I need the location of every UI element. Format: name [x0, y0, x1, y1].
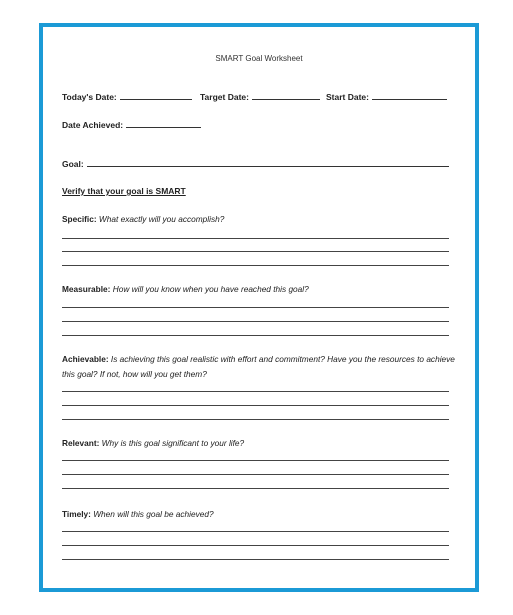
- specific-label: Specific: [62, 214, 94, 224]
- achievable-label: Achievable: [62, 354, 106, 364]
- measurable-answer-line[interactable]: [62, 335, 449, 336]
- timely-question: When will this goal be achieved?: [93, 509, 214, 519]
- achievable-prompt: Achievable: Is achieving this goal realistic with effort and commitment? Have you the resources to achieve this goal? If not, how will you get them?: [62, 354, 455, 379]
- date-achieved-blank[interactable]: [126, 119, 201, 128]
- todays-date-blank[interactable]: [120, 91, 192, 100]
- target-date-blank[interactable]: [252, 91, 320, 100]
- timely-answer-line[interactable]: [62, 531, 449, 532]
- specific-answer-line[interactable]: [62, 251, 449, 252]
- achievable-question: Is achieving this goal realistic with effort and commitment? Have you the resources to achieve this goal? If not, how will you get them?: [62, 354, 455, 379]
- measurable-label: Measurable: [62, 284, 108, 294]
- achievable-answer-line[interactable]: [62, 405, 449, 406]
- target-date-label: Target Date:: [200, 92, 249, 102]
- timely-label: Timely: [62, 509, 89, 519]
- goal-field: [62, 158, 449, 169]
- timely-prompt: Timely: When will this goal be achieved?: [62, 509, 214, 519]
- target-date-field: [200, 91, 320, 102]
- timely-answer-line[interactable]: [62, 559, 449, 560]
- timely-answer-line[interactable]: [62, 545, 449, 546]
- measurable-question: How will you know when you have reached this goal?: [112, 284, 309, 294]
- specific-question: What exactly will you accomplish?: [98, 214, 225, 224]
- todays-date-field: [62, 91, 192, 102]
- measurable-prompt: Measurable: How will you know when you have reached this goal?: [62, 284, 309, 294]
- relevant-answer-line[interactable]: [62, 488, 449, 489]
- achievable-answer-line[interactable]: [62, 391, 449, 392]
- relevant-answer-line[interactable]: [62, 474, 449, 475]
- relevant-prompt: Relevant: Why is this goal significant to your life?: [62, 438, 245, 448]
- achievable-answer-line[interactable]: [62, 419, 449, 420]
- worksheet-frame: [39, 23, 479, 592]
- date-achieved-field: [62, 119, 201, 130]
- verify-heading: Verify that your goal is SMART: [62, 186, 186, 196]
- start-date-field: [326, 91, 447, 102]
- date-achieved-label: Date Achieved:: [62, 120, 124, 130]
- worksheet-title: SMART Goal Worksheet: [215, 54, 303, 63]
- relevant-label: Relevant: [62, 438, 97, 448]
- relevant-answer-line[interactable]: [62, 460, 449, 461]
- measurable-answer-line[interactable]: [62, 307, 449, 308]
- specific-answer-line[interactable]: [62, 265, 449, 266]
- goal-blank[interactable]: [87, 158, 449, 167]
- specific-answer-line[interactable]: [62, 238, 449, 239]
- todays-date-label: Today's Date:: [62, 92, 117, 102]
- relevant-question: Why is this goal significant to your life?: [101, 438, 245, 448]
- start-date-label: Start Date:: [326, 92, 369, 102]
- goal-label: Goal:: [62, 159, 84, 169]
- start-date-blank[interactable]: [372, 91, 447, 100]
- measurable-answer-line[interactable]: [62, 321, 449, 322]
- specific-prompt: Specific: What exactly will you accomplish?: [62, 214, 225, 224]
